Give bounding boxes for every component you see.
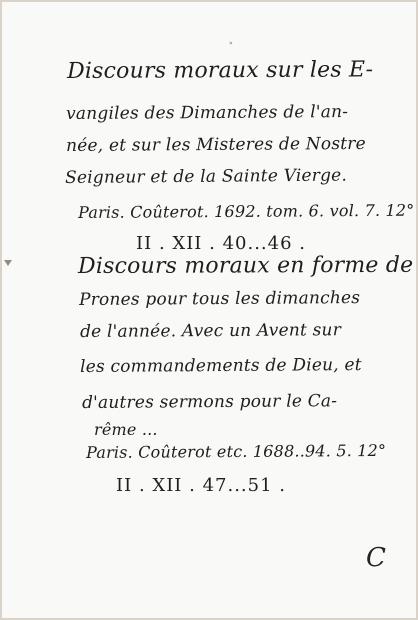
line-10: les commandements de Dieu, et xyxy=(79,355,362,377)
line-2: vangiles des Dimanches de l'an- xyxy=(65,102,349,124)
line-5: Paris. Coûterot. 1692. tom. 6. vol. 7. 12° xyxy=(77,200,415,222)
line-12: rême ... xyxy=(94,420,158,439)
line-6: II . XII . 40...46 . xyxy=(136,233,307,254)
line-1: Discours moraux sur les E- xyxy=(66,57,374,84)
line-8: Prones pour tous les dimanches xyxy=(78,288,361,310)
corner-mark: C xyxy=(366,543,387,573)
line-4: Seigneur et de la Sainte Vierge. xyxy=(64,165,348,188)
line-11: d'autres sermons pour le Ca- xyxy=(81,391,338,413)
line-3: née, et sur les Misteres de Nostre xyxy=(65,133,366,156)
line-14: II . XII . 47...51 . xyxy=(116,475,287,496)
line-7: Discours moraux en forme de xyxy=(77,252,414,279)
line-9: de l'année. Avec un Avent sur xyxy=(79,320,342,342)
line-13: Paris. Coûterot etc. 1688..94. 5. 12° xyxy=(85,440,387,462)
top-mark: » xyxy=(229,40,233,47)
edge-mark xyxy=(4,260,12,266)
